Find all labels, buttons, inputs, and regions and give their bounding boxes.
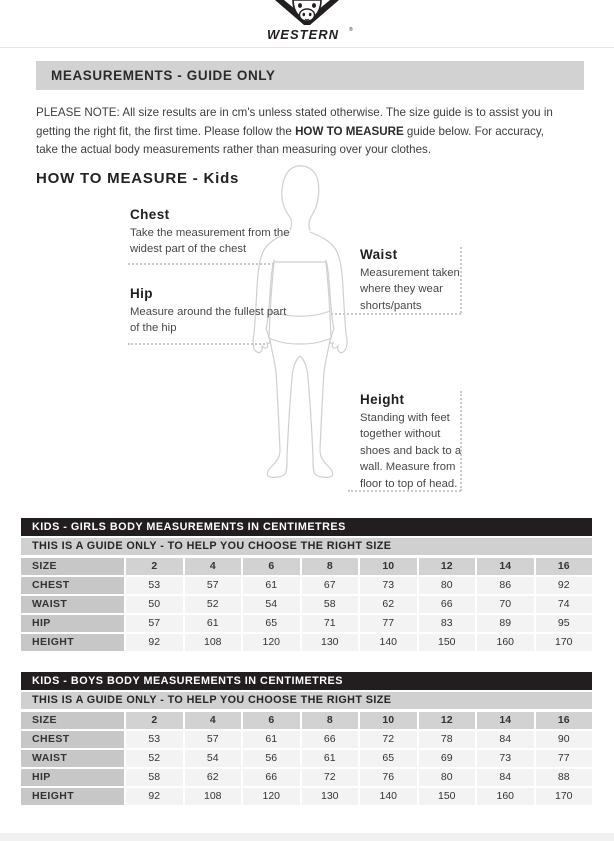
- height-label: Height: [360, 392, 405, 407]
- measurement-cell: 150: [419, 634, 476, 651]
- size-header-cell: 10: [360, 712, 417, 729]
- size-header-cell: 8: [302, 712, 359, 729]
- measurement-cell: 66: [243, 769, 300, 786]
- table-subtitle: THIS IS A GUIDE ONLY - TO HELP YOU CHOOSE THE RIGHT SIZE: [21, 692, 592, 709]
- measurement-cell: 73: [477, 750, 534, 767]
- measurement-cell: 83: [419, 615, 476, 632]
- table-row: [21, 731, 592, 748]
- boys-measurements-table: [21, 672, 592, 807]
- row-label: HIP: [21, 769, 124, 786]
- measurement-cell: 58: [302, 596, 359, 613]
- size-header-cell: 14: [477, 712, 534, 729]
- chest-description: Take the measurement from the widest part of the chest: [130, 227, 290, 256]
- measurement-cell: 108: [185, 788, 242, 805]
- table-body: [21, 712, 592, 805]
- header-divider: [0, 47, 614, 48]
- measurement-cell: 67: [302, 577, 359, 594]
- measurement-cell: 52: [126, 750, 183, 767]
- measurement-cell: 65: [360, 750, 417, 767]
- waist-label-block: [360, 247, 464, 314]
- size-header-cell: 16: [536, 712, 593, 729]
- measurement-cell: 92: [536, 577, 593, 594]
- measurement-cell: 92: [126, 634, 183, 651]
- measurement-cell: 160: [477, 634, 534, 651]
- hip-label-block: [130, 286, 298, 337]
- waist-measure-line: [331, 313, 461, 315]
- measurement-cell: 108: [185, 634, 242, 651]
- measurement-cell: 140: [360, 634, 417, 651]
- measurement-cell: 58: [126, 769, 183, 786]
- measurement-cell: 120: [243, 788, 300, 805]
- table-subtitle: THIS IS A GUIDE ONLY - TO HELP YOU CHOOSE THE RIGHT SIZE: [21, 538, 592, 555]
- measurement-cell: 92: [126, 788, 183, 805]
- measurement-cell: 52: [185, 596, 242, 613]
- registered-mark: ®: [349, 27, 353, 33]
- row-label: SIZE: [21, 712, 124, 729]
- size-header-cell: 6: [243, 558, 300, 575]
- size-header-cell: 8: [302, 558, 359, 575]
- measurement-cell: 57: [126, 615, 183, 632]
- chest-measure-line: [128, 263, 274, 265]
- size-header-cell: 4: [185, 558, 242, 575]
- measurement-cell: 140: [360, 788, 417, 805]
- size-header-cell: 12: [419, 712, 476, 729]
- measurement-cell: 76: [360, 769, 417, 786]
- size-header-row: [21, 712, 592, 729]
- size-header-cell: 2: [126, 712, 183, 729]
- measurement-cell: 50: [126, 596, 183, 613]
- measurement-cell: 77: [360, 615, 417, 632]
- measurement-cell: 77: [536, 750, 593, 767]
- height-measure-line: [348, 490, 461, 492]
- size-header-cell: 12: [419, 558, 476, 575]
- measurement-cell: 71: [302, 615, 359, 632]
- row-label: CHEST: [21, 731, 124, 748]
- measurement-cell: 90: [536, 731, 593, 748]
- measurement-cell: 54: [243, 596, 300, 613]
- measurement-cell: 88: [536, 769, 593, 786]
- measurement-cell: 78: [419, 731, 476, 748]
- note-prefix: PLEASE NOTE: All size results are in cm's unless stated otherwise. The size guide is to assist you in getting the right fit, the first time. Please follow the: [36, 106, 553, 138]
- measurement-cell: 53: [126, 731, 183, 748]
- measurement-cell: 57: [185, 577, 242, 594]
- measurement-cell: 130: [302, 634, 359, 651]
- size-header-cell: 6: [243, 712, 300, 729]
- measurement-cell: 170: [536, 634, 593, 651]
- measurement-cell: 57: [185, 731, 242, 748]
- measurement-cell: 66: [302, 731, 359, 748]
- measurement-cell: 62: [185, 769, 242, 786]
- waist-description: Measurement taken where they wear shorts/pants: [360, 267, 460, 312]
- table-row: [21, 596, 592, 613]
- measurement-cell: 53: [126, 577, 183, 594]
- measurement-cell: 80: [419, 769, 476, 786]
- bull-head-logo-icon: [257, 0, 357, 44]
- table-body: [21, 558, 592, 651]
- row-label: HIP: [21, 615, 124, 632]
- page-bottom-strip: [0, 833, 614, 841]
- measurement-cell: 61: [243, 577, 300, 594]
- size-header-cell: 16: [536, 558, 593, 575]
- height-description: Standing with feet together without shoes and back to a wall. Measure from floor to top of head.: [360, 412, 462, 490]
- measurement-cell: 54: [185, 750, 242, 767]
- measurement-cell: 65: [243, 615, 300, 632]
- hip-description: Measure around the fullest part of the hip: [130, 306, 287, 335]
- height-measure-line-vertical: [460, 391, 462, 491]
- hip-measure-line: [128, 343, 265, 345]
- measurement-cell: 160: [477, 788, 534, 805]
- row-label: SIZE: [21, 558, 124, 575]
- measurement-cell: 73: [360, 577, 417, 594]
- note-bold: HOW TO MEASURE: [295, 124, 404, 138]
- height-label-block: [360, 392, 464, 492]
- how-to-measure-title: HOW TO MEASURE - Kids: [36, 170, 240, 187]
- row-label: HEIGHT: [21, 788, 124, 805]
- measurement-cell: 56: [243, 750, 300, 767]
- row-label: HEIGHT: [21, 634, 124, 651]
- chest-label: Chest: [130, 207, 170, 222]
- size-header-cell: 4: [185, 712, 242, 729]
- measurement-cell: 80: [419, 577, 476, 594]
- size-header-cell: 14: [477, 558, 534, 575]
- measurement-cell: 70: [477, 596, 534, 613]
- measurement-cell: 61: [185, 615, 242, 632]
- table-row: [21, 615, 592, 632]
- chest-label-block: [130, 207, 298, 258]
- measurement-cell: 84: [477, 769, 534, 786]
- measurement-cell: 74: [536, 596, 593, 613]
- measurement-cell: 62: [360, 596, 417, 613]
- measurement-cell: 72: [302, 769, 359, 786]
- measurement-cell: 61: [302, 750, 359, 767]
- table-row: [21, 788, 592, 805]
- table-title: KIDS - GIRLS BODY MEASUREMENTS IN CENTIMETRES: [21, 518, 592, 536]
- measurement-cell: 120: [243, 634, 300, 651]
- row-label: WAIST: [21, 596, 124, 613]
- measurement-cell: 84: [477, 731, 534, 748]
- brand-logo: [257, 0, 357, 44]
- table-row: [21, 634, 592, 651]
- hip-label: Hip: [130, 286, 153, 301]
- measurement-cell: 150: [419, 788, 476, 805]
- page-title: MEASUREMENTS - GUIDE ONLY: [36, 61, 584, 90]
- girls-measurements-table: [21, 518, 592, 653]
- table-title: KIDS - BOYS BODY MEASUREMENTS IN CENTIMETRES: [21, 672, 592, 690]
- row-label: CHEST: [21, 577, 124, 594]
- table-row: [21, 750, 592, 767]
- size-header-row: [21, 558, 592, 575]
- table-row: [21, 577, 592, 594]
- row-label: WAIST: [21, 750, 124, 767]
- measurement-cell: 72: [360, 731, 417, 748]
- note-suffix: guide below. For accuracy, take the actual body measurements rather than measuring over your clothes.: [36, 124, 544, 157]
- waist-label: Waist: [360, 247, 398, 262]
- measurement-cell: 86: [477, 577, 534, 594]
- waist-measure-line-vertical: [460, 247, 462, 313]
- measurement-cell: 61: [243, 731, 300, 748]
- brand-wordmark: WESTERN: [267, 27, 339, 42]
- measurement-cell: 89: [477, 615, 534, 632]
- measurement-cell: 130: [302, 788, 359, 805]
- measurement-cell: 95: [536, 615, 593, 632]
- please-note-text: [36, 104, 559, 160]
- table-row: [21, 769, 592, 786]
- measurement-cell: 66: [419, 596, 476, 613]
- size-header-cell: 2: [126, 558, 183, 575]
- measurement-cell: 69: [419, 750, 476, 767]
- measurement-cell: 170: [536, 788, 593, 805]
- size-header-cell: 10: [360, 558, 417, 575]
